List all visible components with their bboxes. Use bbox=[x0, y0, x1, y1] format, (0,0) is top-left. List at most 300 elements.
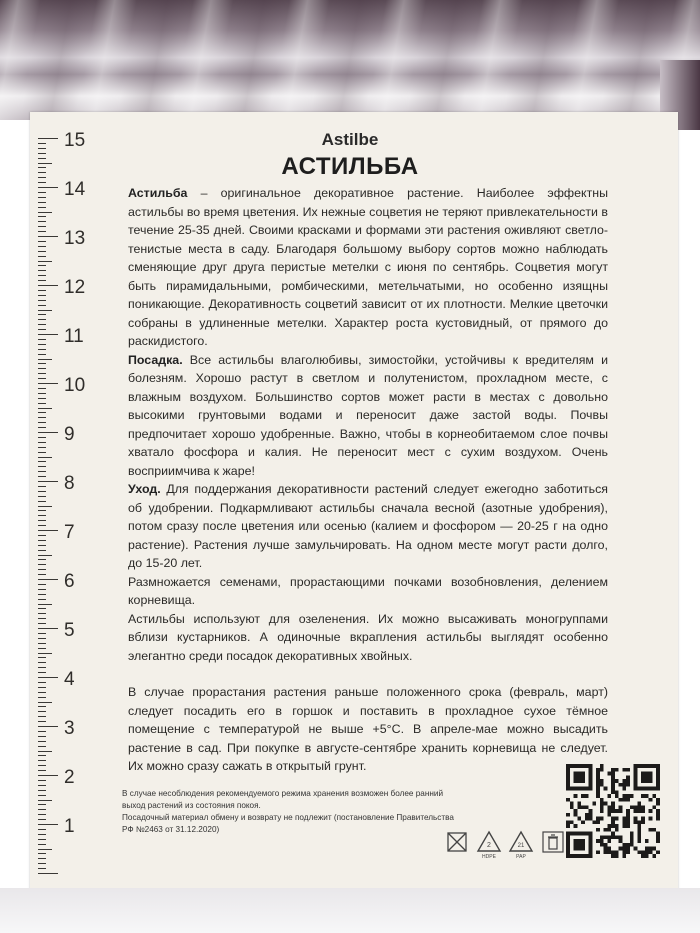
ruler-number: 2 bbox=[64, 767, 75, 788]
qr-module bbox=[607, 772, 611, 776]
qr-module bbox=[622, 847, 626, 851]
ruler-tick bbox=[38, 765, 46, 766]
qr-module bbox=[626, 847, 630, 851]
propagation-paragraph: Размножается семенами, прорастающими почками возобновления, делением корневища. bbox=[128, 574, 608, 607]
qr-module bbox=[581, 779, 585, 783]
ruler-number: 15 bbox=[64, 130, 86, 151]
qr-module bbox=[607, 809, 611, 813]
qr-module bbox=[574, 775, 578, 779]
ruler-tick bbox=[38, 182, 46, 183]
ruler-tick bbox=[38, 207, 46, 208]
ruler-number: 11 bbox=[64, 326, 84, 347]
qr-module bbox=[634, 787, 638, 791]
ruler-tick bbox=[38, 212, 52, 213]
qr-module bbox=[649, 775, 653, 779]
intro-paragraph: Астильба – оригинальное декоративное растение. Наиболее эффектны астильбы во время цветения. Их нежные соцветия не теряют привлекательности в течение 25-35 дней. Своими красками и формами эти растения оживляют светло-тенистые места в саду. Благодаря большому выбору сортов можно наблюдать сменяющие друг друга перистые метелки с июня по сентябрь. Соцветия могут быть пирамидальными, ромбическими, метельчатыми, но особенно изящны поникающие. Декоративность соцветий зависит от их плотности. Мелкие цветочки собраны в удлиненные метелки. Характер роста кустовидный, от прямого до раскидистого. bbox=[128, 186, 608, 348]
ruler-tick bbox=[38, 388, 46, 389]
qr-module bbox=[574, 809, 578, 813]
qr-module bbox=[589, 832, 593, 836]
qr-module bbox=[589, 768, 593, 772]
ruler-tick bbox=[38, 726, 58, 727]
ruler-tick bbox=[38, 447, 46, 448]
no-plastic-mark bbox=[444, 830, 470, 860]
ruler-tick bbox=[38, 692, 46, 693]
qr-module bbox=[619, 809, 623, 813]
qr-module bbox=[566, 832, 570, 836]
ruler-tick bbox=[38, 702, 52, 703]
ruler-tick bbox=[38, 574, 46, 575]
qr-module bbox=[611, 817, 615, 821]
qr-module bbox=[637, 835, 641, 839]
qr-module bbox=[634, 783, 638, 787]
pap-recycle-mark bbox=[508, 830, 534, 860]
ruler-tick bbox=[38, 760, 46, 761]
qr-module bbox=[589, 817, 593, 821]
ruler-tick bbox=[38, 275, 46, 276]
ruler-tick bbox=[38, 486, 46, 487]
ruler-tick bbox=[38, 359, 52, 360]
qr-module bbox=[656, 809, 660, 813]
qr-module bbox=[652, 854, 656, 858]
qr-module bbox=[577, 805, 581, 809]
qr-module bbox=[574, 854, 578, 858]
qr-module bbox=[626, 783, 630, 787]
ruler-tick bbox=[38, 305, 46, 306]
ruler-tick bbox=[38, 604, 52, 605]
ruler-number: 14 bbox=[64, 179, 86, 200]
qr-module bbox=[577, 764, 581, 768]
ruler-tick bbox=[38, 466, 46, 467]
ruler-tick bbox=[38, 633, 46, 634]
qr-module bbox=[574, 794, 578, 798]
ruler-number: 4 bbox=[64, 669, 75, 690]
qr-module bbox=[574, 779, 578, 783]
qr-module bbox=[566, 839, 570, 843]
qr-module bbox=[637, 824, 641, 828]
qr-module bbox=[634, 847, 638, 851]
qr-module bbox=[600, 768, 604, 772]
qr-module bbox=[637, 850, 641, 854]
qr-module bbox=[577, 854, 581, 858]
ruler-tick bbox=[38, 476, 46, 477]
qr-module bbox=[574, 772, 578, 776]
qr-module bbox=[585, 787, 589, 791]
ruler-tick bbox=[38, 383, 58, 384]
usage-paragraph: Астильбы используют для озеленения. Их можно высаживать моногруппами вблизи кустарников. А одиночные вкрапления астильбы выглядят особенно элегантно среди посадок декоративных хвойных. bbox=[128, 611, 608, 663]
ruler-tick bbox=[38, 795, 46, 796]
qr-module bbox=[604, 850, 608, 854]
ruler-tick bbox=[38, 290, 46, 291]
qr-module bbox=[581, 772, 585, 776]
ruler-number: 1 bbox=[64, 816, 75, 837]
qr-module bbox=[566, 779, 570, 783]
qr-module bbox=[577, 772, 581, 776]
qr-module bbox=[630, 805, 634, 809]
ruler-tick bbox=[38, 535, 46, 536]
qr-module bbox=[656, 787, 660, 791]
ruler-tick bbox=[38, 638, 46, 639]
ruler-tick bbox=[38, 721, 46, 722]
qr-module bbox=[577, 802, 581, 806]
qr-module bbox=[656, 802, 660, 806]
qr-module bbox=[589, 813, 593, 817]
ruler-tick bbox=[38, 613, 46, 614]
ruler-tick bbox=[38, 540, 46, 541]
qr-module bbox=[622, 854, 626, 858]
qr-module bbox=[611, 783, 615, 787]
qr-module bbox=[566, 835, 570, 839]
ruler-tick bbox=[38, 295, 46, 296]
qr-module bbox=[607, 794, 611, 798]
svg-text:2: 2 bbox=[487, 842, 491, 849]
qr-module bbox=[581, 820, 585, 824]
planting-paragraph: Посадка. Все астильбы влаголюбивы, зимостойки, устойчивы к вредителям и болезням. Хорошо растут в светлом и полутенистом, прохладном месте, с влажным воздухом. Большинство сортов может расти в местах с довольно высокими грунтовыми водами и переносит даже застой воды. Почвы предпочитает хорошо удобренные. Важно, чтобы в корнеобитаемом слое почвы хватало фосфора и калия. Не переносит мест с сухим воздухом. Очень восприимчива к жаре! bbox=[128, 352, 608, 478]
qr-module bbox=[600, 783, 604, 787]
qr-module bbox=[589, 764, 593, 768]
ruler-tick bbox=[38, 437, 46, 438]
ruler-tick bbox=[38, 216, 46, 217]
qr-module bbox=[634, 805, 638, 809]
qr-module bbox=[604, 835, 608, 839]
qr-module bbox=[596, 783, 600, 787]
ruler-number: 3 bbox=[64, 718, 75, 739]
qr-module bbox=[641, 805, 645, 809]
qr-module bbox=[626, 768, 630, 772]
plastic-packaging bbox=[0, 0, 700, 120]
qr-module bbox=[581, 847, 585, 851]
qr-module bbox=[645, 772, 649, 776]
qr-module bbox=[622, 843, 626, 847]
ruler-tick bbox=[38, 858, 46, 859]
ruler-tick bbox=[38, 506, 52, 507]
qr-module bbox=[600, 839, 604, 843]
qr-module bbox=[596, 817, 600, 821]
ruler-tick bbox=[38, 231, 46, 232]
ruler-tick bbox=[38, 525, 46, 526]
qr-module bbox=[615, 835, 619, 839]
ruler-tick bbox=[38, 584, 46, 585]
ruler-tick bbox=[38, 706, 46, 707]
qr-module bbox=[596, 820, 600, 824]
qr-module bbox=[589, 839, 593, 843]
qr-module bbox=[622, 787, 626, 791]
qr-module bbox=[596, 787, 600, 791]
ruler-tick bbox=[38, 550, 46, 551]
ruler-tick bbox=[38, 623, 46, 624]
ruler-tick bbox=[38, 814, 46, 815]
ruler-tick bbox=[38, 844, 46, 845]
qr-module bbox=[637, 802, 641, 806]
ruler-tick bbox=[38, 319, 46, 320]
qr-module bbox=[566, 764, 570, 768]
qr-module bbox=[589, 850, 593, 854]
qr-module bbox=[652, 764, 656, 768]
trash-bin-icon bbox=[540, 830, 566, 854]
qr-module bbox=[634, 809, 638, 813]
qr-module bbox=[611, 832, 615, 836]
qr-module bbox=[585, 805, 589, 809]
qr-module bbox=[645, 764, 649, 768]
ruler-tick bbox=[38, 339, 46, 340]
ruler-tick bbox=[38, 800, 52, 801]
qr-module bbox=[577, 832, 581, 836]
ruler-tick bbox=[38, 530, 58, 531]
qr-module bbox=[630, 835, 634, 839]
qr-module bbox=[630, 794, 634, 798]
qr-module bbox=[607, 839, 611, 843]
qr-module bbox=[581, 832, 585, 836]
ruler-number: 6 bbox=[64, 571, 75, 592]
qr-module bbox=[637, 787, 641, 791]
qr-module bbox=[637, 764, 641, 768]
qr-module bbox=[581, 775, 585, 779]
ruler-tick bbox=[38, 393, 46, 394]
qr-module bbox=[596, 850, 600, 854]
ruler-tick bbox=[38, 496, 46, 497]
qr-module bbox=[626, 779, 630, 783]
qr-module bbox=[649, 787, 653, 791]
qr-module bbox=[577, 839, 581, 843]
qr-module bbox=[604, 847, 608, 851]
qr-module bbox=[656, 798, 660, 802]
qr-module bbox=[641, 779, 645, 783]
recycle-triangle-icon bbox=[476, 830, 502, 854]
ruler-tick bbox=[38, 197, 46, 198]
ruler-tick bbox=[38, 363, 46, 364]
qr-module bbox=[645, 787, 649, 791]
qr-module bbox=[615, 854, 619, 858]
qr-module bbox=[574, 787, 578, 791]
qr-module bbox=[566, 850, 570, 854]
ruler-tick bbox=[38, 461, 46, 462]
ruler-tick bbox=[38, 824, 58, 825]
ruler-tick bbox=[38, 829, 46, 830]
qr-module bbox=[604, 802, 608, 806]
qr-module bbox=[615, 809, 619, 813]
qr-module bbox=[589, 772, 593, 776]
qr-module bbox=[592, 820, 596, 824]
ruler-tick bbox=[38, 785, 46, 786]
ruler-tick bbox=[38, 741, 46, 742]
qr-module bbox=[592, 802, 596, 806]
ruler-tick bbox=[38, 746, 46, 747]
qr-module bbox=[619, 805, 623, 809]
qr-module bbox=[566, 787, 570, 791]
ruler-number: 12 bbox=[64, 277, 86, 298]
ruler-tick bbox=[38, 457, 52, 458]
ruler-tick bbox=[38, 265, 46, 266]
qr-module bbox=[570, 820, 574, 824]
qr-module bbox=[626, 817, 630, 821]
qr-module bbox=[581, 764, 585, 768]
qr-module bbox=[600, 805, 604, 809]
ruler-tick bbox=[38, 545, 46, 546]
hdpe-recycle-mark bbox=[476, 830, 502, 860]
ruler-tick bbox=[38, 628, 58, 629]
qr-module bbox=[637, 809, 641, 813]
qr-module bbox=[615, 779, 619, 783]
qr-module bbox=[649, 828, 653, 832]
qr-module bbox=[585, 817, 589, 821]
ruler-number: 5 bbox=[64, 620, 75, 641]
qr-module bbox=[641, 775, 645, 779]
qr-code bbox=[566, 764, 660, 858]
qr-module bbox=[652, 828, 656, 832]
description-text bbox=[128, 184, 608, 776]
qr-module bbox=[645, 839, 649, 843]
qr-module bbox=[596, 790, 600, 794]
ruler-tick bbox=[38, 202, 46, 203]
qr-module bbox=[634, 779, 638, 783]
fine-print-storage: В случае несоблюдения рекомендуемого режима хранения возможен более ранний выход растений из состояния покоя. bbox=[122, 789, 444, 810]
ruler-tick bbox=[38, 398, 46, 399]
ruler-tick bbox=[38, 354, 46, 355]
ruler-tick bbox=[38, 569, 46, 570]
ruler-tick bbox=[38, 711, 46, 712]
ruler-tick bbox=[38, 344, 46, 345]
qr-module bbox=[622, 820, 626, 824]
ruler-tick bbox=[38, 667, 46, 668]
qr-module bbox=[645, 775, 649, 779]
ruler-tick bbox=[38, 780, 46, 781]
latin-title: Astilbe bbox=[321, 130, 379, 149]
qr-module bbox=[581, 843, 585, 847]
storage-paragraph: В случае прорастания растения раньше положенного срока (февраль, март) следует посадить его в горшок и поставить в прохладное сухое тёмное помещение с температурой не выше +5°С. В апреле-мае можно высадить растение в сад. При покупке в августе-сентябре хранить корневища не следует. Их можно сразу сажать в открытый грунт. bbox=[128, 685, 608, 773]
ruler-tick bbox=[38, 868, 46, 869]
qr-module bbox=[611, 824, 615, 828]
ruler-tick bbox=[38, 349, 46, 350]
qr-module bbox=[600, 809, 604, 813]
ruler-tick bbox=[38, 427, 46, 428]
qr-module bbox=[585, 854, 589, 858]
qr-module bbox=[574, 764, 578, 768]
qr-module bbox=[652, 787, 656, 791]
qr-module bbox=[611, 809, 615, 813]
qr-module bbox=[656, 768, 660, 772]
qr-module bbox=[611, 820, 615, 824]
qr-module bbox=[652, 794, 656, 798]
qr-module bbox=[626, 813, 630, 817]
qr-module bbox=[615, 817, 619, 821]
hdpe-label: HDPE bbox=[482, 854, 496, 860]
ruler-tick bbox=[38, 648, 46, 649]
qr-module bbox=[641, 850, 645, 854]
trash-bin-mark bbox=[540, 830, 566, 860]
qr-module bbox=[622, 798, 626, 802]
qr-module bbox=[630, 843, 634, 847]
qr-module bbox=[604, 843, 608, 847]
ruler-tick bbox=[38, 481, 58, 482]
ruler-tick bbox=[38, 261, 52, 262]
qr-module bbox=[585, 764, 589, 768]
qr-module bbox=[626, 775, 630, 779]
qr-module bbox=[622, 850, 626, 854]
ruler-tick bbox=[38, 809, 46, 810]
svg-text:21: 21 bbox=[517, 843, 525, 849]
qr-module bbox=[607, 824, 611, 828]
qr-module bbox=[634, 764, 638, 768]
ruler-tick bbox=[38, 731, 46, 732]
qr-module bbox=[615, 824, 619, 828]
ruler-tick bbox=[38, 241, 46, 242]
qr-module bbox=[649, 817, 653, 821]
qr-module bbox=[656, 850, 660, 854]
ruler-tick bbox=[38, 520, 46, 521]
ruler-tick bbox=[38, 329, 46, 330]
qr-module bbox=[581, 805, 585, 809]
qr-module bbox=[589, 843, 593, 847]
qr-module bbox=[615, 794, 619, 798]
ruler-number: 9 bbox=[64, 424, 75, 445]
ruler-tick bbox=[38, 849, 52, 850]
qr-module bbox=[574, 824, 578, 828]
qr-module bbox=[652, 805, 656, 809]
intro-lead: Астильба bbox=[128, 186, 188, 200]
qr-module bbox=[637, 828, 641, 832]
qr-module bbox=[611, 768, 615, 772]
ruler-tick bbox=[38, 187, 58, 188]
ruler-tick bbox=[38, 324, 46, 325]
care-lead: Уход. bbox=[128, 482, 161, 496]
recycle-triangle-icon bbox=[508, 830, 534, 854]
qr-module bbox=[596, 772, 600, 776]
qr-module bbox=[622, 783, 626, 787]
qr-module bbox=[589, 835, 593, 839]
qr-module bbox=[596, 768, 600, 772]
qr-module bbox=[574, 839, 578, 843]
qr-module bbox=[611, 850, 615, 854]
qr-module bbox=[596, 828, 600, 832]
qr-module bbox=[566, 798, 570, 802]
ruler-tick bbox=[38, 515, 46, 516]
qr-module bbox=[634, 820, 638, 824]
qr-module bbox=[645, 847, 649, 851]
qr-module bbox=[577, 779, 581, 783]
ruler-tick bbox=[38, 608, 46, 609]
ruler-tick bbox=[38, 442, 46, 443]
qr-module bbox=[649, 847, 653, 851]
qr-module bbox=[577, 847, 581, 851]
qr-module bbox=[607, 813, 611, 817]
qr-module bbox=[607, 847, 611, 851]
ruler-tick bbox=[38, 751, 52, 752]
qr-module bbox=[634, 775, 638, 779]
ruler-tick bbox=[38, 251, 46, 252]
qr-module bbox=[581, 794, 585, 798]
qr-module bbox=[656, 832, 660, 836]
ruler-tick bbox=[38, 501, 46, 502]
qr-module bbox=[634, 768, 638, 772]
qr-module bbox=[607, 835, 611, 839]
ruler-tick bbox=[38, 192, 46, 193]
ruler-tick bbox=[38, 334, 58, 335]
qr-module bbox=[607, 850, 611, 854]
ruler-tick bbox=[38, 579, 58, 580]
recycling-marks bbox=[444, 830, 554, 864]
qr-module bbox=[656, 839, 660, 843]
ruler-tick bbox=[38, 408, 52, 409]
ruler-tick bbox=[38, 432, 58, 433]
ruler-tick bbox=[38, 417, 46, 418]
ruler-tick bbox=[38, 246, 46, 247]
qr-module bbox=[589, 775, 593, 779]
qr-module bbox=[566, 772, 570, 776]
qr-module bbox=[611, 790, 615, 794]
qr-module bbox=[637, 839, 641, 843]
qr-module bbox=[600, 798, 604, 802]
ruler-tick bbox=[38, 256, 46, 257]
qr-module bbox=[596, 779, 600, 783]
